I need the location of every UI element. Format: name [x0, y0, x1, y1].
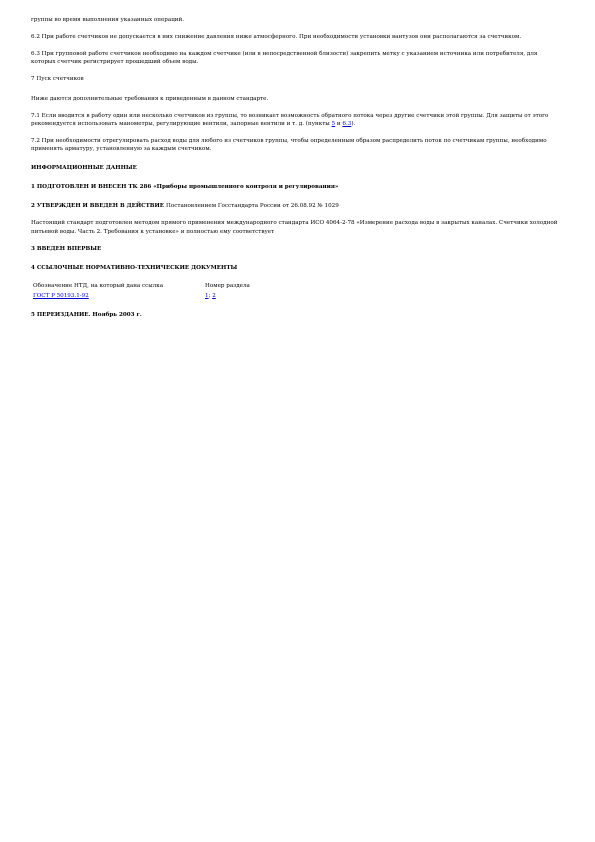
info-item-3: 3 ВВЕДЕН ВПЕРВЫЕ: [31, 245, 102, 252]
document-page: [31, 16, 563, 328]
link-section-1[interactable]: 1: [205, 292, 209, 299]
info-item-4: 4 ССЫЛОЧНЫЕ НОРМАТИВНО-ТЕХНИЧЕСКИЕ ДОКУМЕНТЫ: [31, 264, 238, 271]
paragraph-7-intro: Ниже даются дополнительные требования к приведенным в данном стандарте.: [31, 95, 269, 102]
table-header-doc: Обозначение НТД, на который дана ссылка: [33, 282, 164, 289]
info-item-2-decree: Постановлением Госстандарта России от 26.08.92 № 1029: [166, 203, 339, 210]
table-cell-sections: [205, 291, 254, 301]
paragraph-7-1-and: и: [335, 120, 343, 127]
link-section-5[interactable]: 5: [331, 120, 336, 127]
table-cell-doc: [33, 291, 205, 301]
table-row: [33, 291, 254, 301]
paragraph-7-1-text: 7.1 Если вводится в работу один или несколько счетчиков из группы, то возникает возможность обратного потока через другие счетчики этой группы. Для защиты от этого рекомендуется использовать манометры, регулирующие вентили, запорные вентили и т. д. (пункты: [31, 112, 549, 127]
paragraph-7-1: [31, 112, 563, 128]
paragraph-6-2: 6.2 При работе счетчиков не допускается в них снижение давления ниже атмосферного. При необходимости установки вантузов они располагаются за счетчиком.: [31, 34, 522, 41]
table-header-row: [33, 281, 254, 291]
paragraph-7-1-end: ).: [351, 120, 356, 127]
info-item-5: 5 ПЕРЕИЗДАНИЕ. Ноябрь 2003 г.: [31, 312, 142, 319]
paragraph-continuation: группы во время выполнения указанных операций.: [31, 17, 185, 23]
info-heading: ИНФОРМАЦИОННЫЕ ДАННЫЕ: [31, 165, 137, 172]
paragraph-7-2: 7.2 При необходимости отрегулировать расход воды для любого из счетчиков группы, чтобы определенным образом распределить поток по счетчикам группы, необходимо применять арматуру, установленную за каждым счетчиком.: [31, 137, 547, 152]
section-heading-7: 7 Пуск счетчиков: [31, 76, 84, 83]
info-item-2-label: 2 УТВЕРЖДЕН И ВВЕДЕН В ДЕЙСТВИЕ: [31, 203, 167, 210]
info-item-2: [31, 202, 563, 210]
link-gost-50193[interactable]: ГОСТ Р 50193.1-92: [33, 292, 89, 299]
paragraph-6-3: 6.3 При групповой работе счетчиков необходимо на каждом счетчике (или в непосредственной близости) закрепить метку с указанием источника или потребителя, для которых счетчик регистрирует прошедший объем воды.: [31, 51, 538, 66]
link-section-2[interactable]: 2: [212, 292, 216, 299]
link-section-6-3[interactable]: 6.3: [342, 120, 352, 127]
info-item-1: 1 ПОДГОТОВЛЕН И ВНЕСЕН ТК 286 «Приборы промышленного контроля и регулирования»: [31, 184, 339, 191]
table-header-section: Номер раздела: [205, 282, 250, 289]
section-separator: ;: [208, 292, 213, 299]
info-item-2-note: Настоящий стандарт подготовлен методом прямого применения международного стандарта ИСО 4064-2-78 «Измерение расхода воды в закрытых каналах. Счетчики холодной питьевой воды. Часть 2. Требования к установке» и полностью ему соответствует: [31, 220, 558, 235]
reference-table: [33, 281, 254, 301]
